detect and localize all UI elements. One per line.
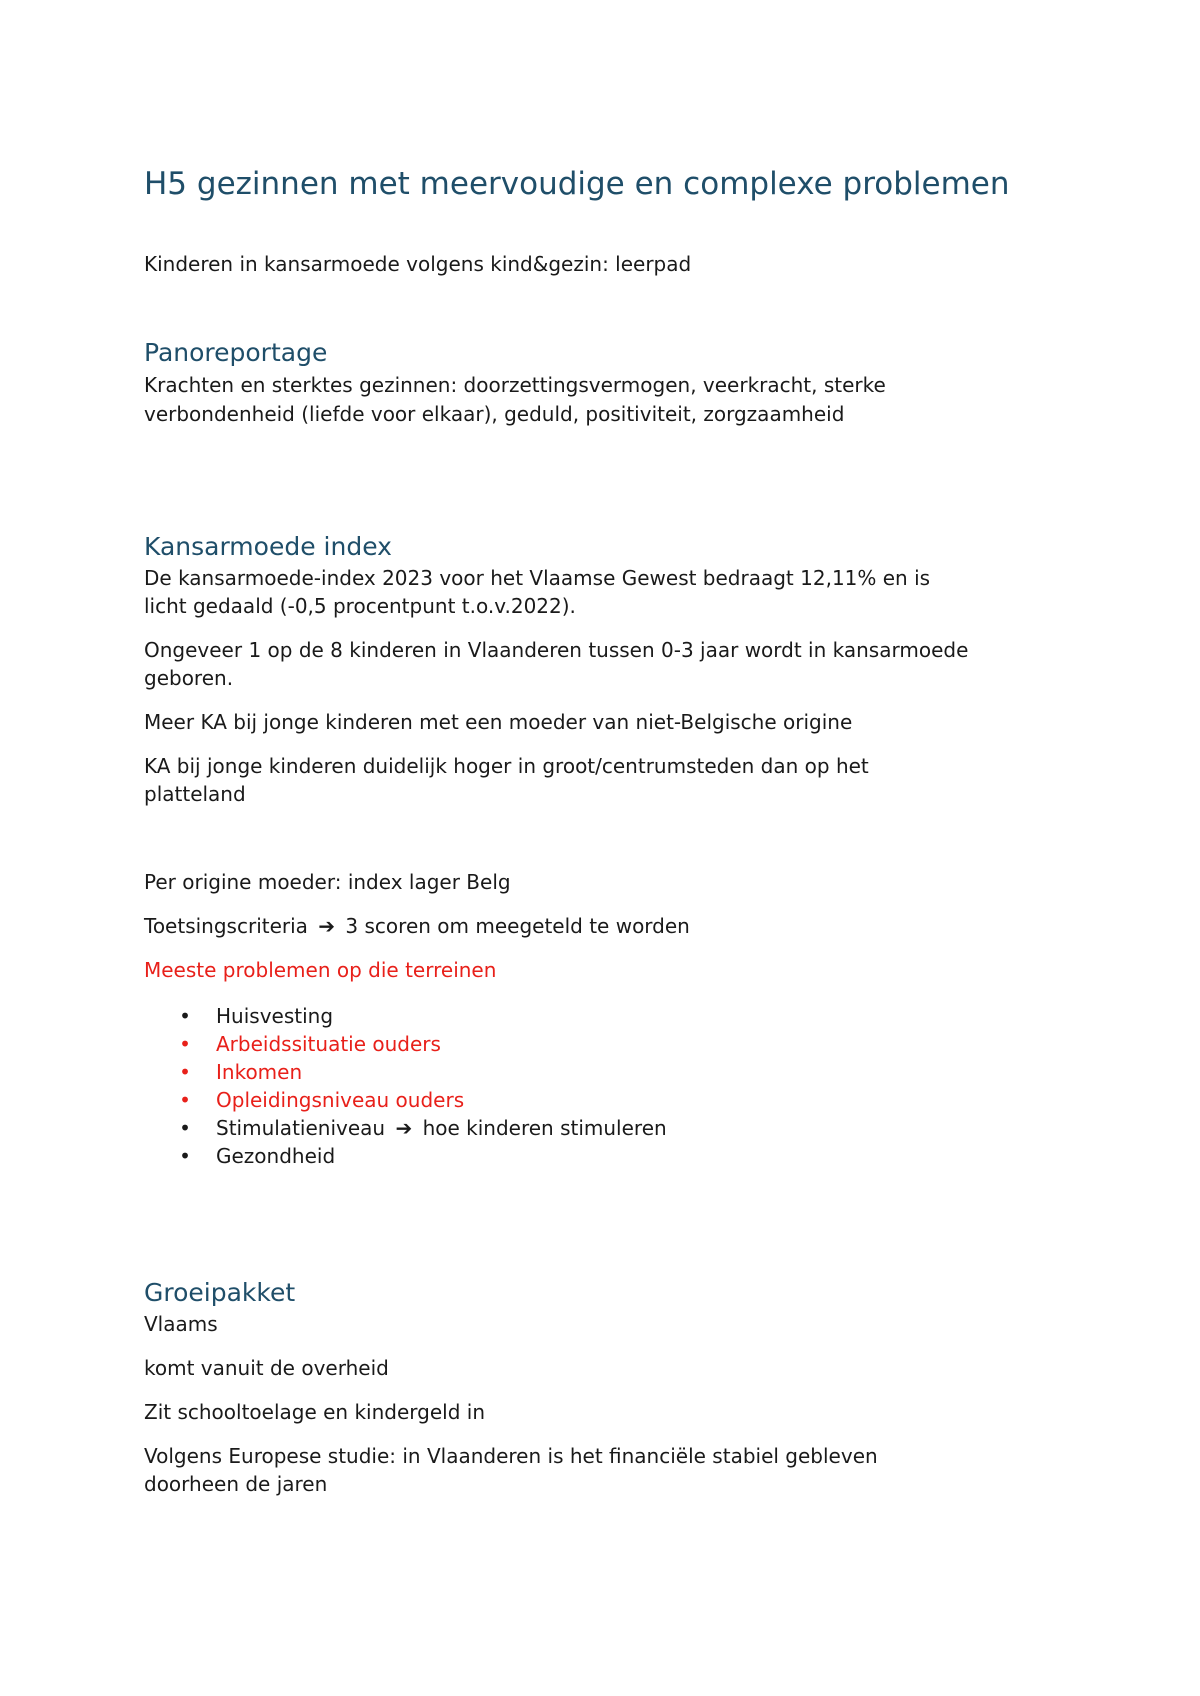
stimulatie-text-after: hoe kinderen stimuleren [422, 1116, 667, 1140]
panoreportage-line-1: Krachten en sterktes gezinnen: doorzettingsvermogen, veerkracht, sterke [144, 373, 886, 397]
document-title: H5 gezinnen met meervoudige en complexe problemen [144, 166, 1010, 202]
panoreportage-line-2: verbondenheid (liefde voor elkaar), geduld, positiviteit, zorgzaamheid [144, 402, 845, 426]
p6-text-before: Toetsingscriteria [144, 914, 308, 938]
groeipakket-p2: komt vanuit de overheid [144, 1356, 389, 1380]
intro-text: Kinderen in kansarmoede volgens kind&gezin: leerpad [144, 252, 692, 276]
list-item-opleidingsniveau: Opleidingsniveau ouders [216, 1088, 465, 1112]
list-item-gezondheid: Gezondheid [216, 1144, 336, 1168]
list-item-stimulatieniveau [216, 1114, 667, 1142]
heading-panoreportage: Panoreportage [144, 338, 328, 367]
kansarmoede-p3: Meer KA bij jonge kinderen met een moeder van niet-Belgische origine [144, 710, 853, 734]
kansarmoede-p6 [144, 912, 690, 940]
kansarmoede-p2-line-1: Ongeveer 1 op de 8 kinderen in Vlaanderen tussen 0-3 jaar wordt in kansarmoede [144, 638, 969, 662]
bullet-icon: • [179, 1144, 191, 1168]
bullet-icon: • [179, 1116, 191, 1140]
heading-groeipakket: Groeipakket [144, 1278, 296, 1307]
bullet-icon: • [179, 1004, 191, 1028]
list-item-arbeidssituatie: Arbeidssituatie ouders [216, 1032, 441, 1056]
groeipakket-p3: Zit schooltoelage en kindergeld in [144, 1400, 485, 1424]
heading-kansarmoede-index: Kansarmoede index [144, 532, 392, 561]
arrow-right-icon: ➔ [395, 1116, 413, 1140]
bullet-icon: • [179, 1088, 191, 1112]
stimulatie-text-before: Stimulatieniveau [216, 1116, 386, 1140]
kansarmoede-p4-line-1: KA bij jonge kinderen duidelijk hoger in groot/centrumsteden dan op het [144, 754, 869, 778]
bullet-icon: • [179, 1032, 191, 1056]
groeipakket-p1: Vlaams [144, 1312, 218, 1336]
kansarmoede-p4-line-2: platteland [144, 782, 246, 806]
kansarmoede-p1-line-1: De kansarmoede-index 2023 voor het Vlaamse Gewest bedraagt 12,11% en is [144, 566, 931, 590]
kansarmoede-p7: Meeste problemen op die terreinen [144, 958, 497, 982]
arrow-right-icon: ➔ [318, 914, 336, 938]
kansarmoede-p2-line-2: geboren. [144, 666, 234, 690]
list-item-inkomen: Inkomen [216, 1060, 303, 1084]
list-item-huisvesting: Huisvesting [216, 1004, 334, 1028]
kansarmoede-p1-line-2: licht gedaald (-0,5 procentpunt t.o.v.2022). [144, 594, 576, 618]
p6-text-after: 3 scoren om meegeteld te worden [345, 914, 690, 938]
bullet-icon: • [179, 1060, 191, 1084]
groeipakket-p4-line-1: Volgens Europese studie: in Vlaanderen is het financiële stabiel gebleven [144, 1444, 878, 1468]
groeipakket-p4-line-2: doorheen de jaren [144, 1472, 328, 1496]
kansarmoede-p5: Per origine moeder: index lager Belg [144, 870, 511, 894]
